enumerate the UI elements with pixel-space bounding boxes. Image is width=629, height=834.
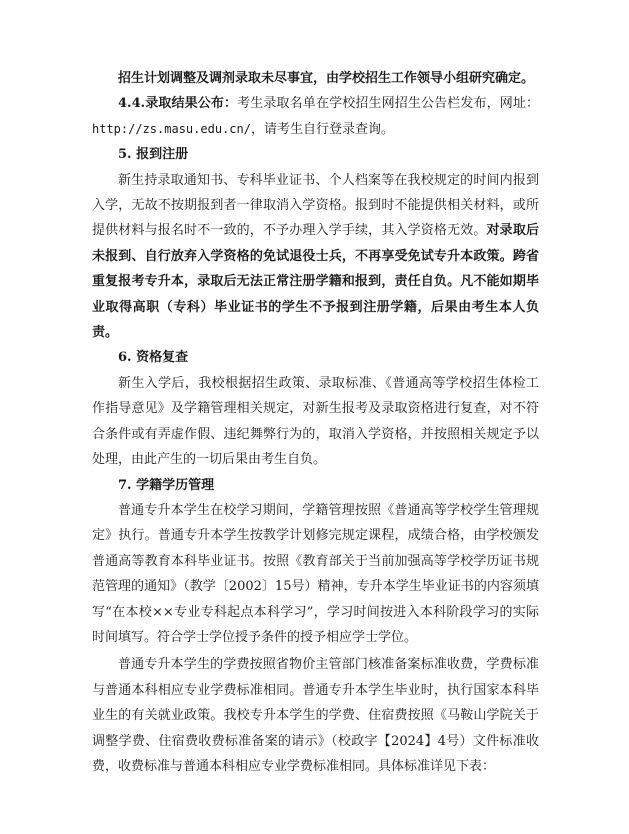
document-body: [92, 66, 539, 779]
section-7-heading: 7. 学籍学历管理: [118, 477, 215, 493]
section-5-body: [92, 168, 539, 346]
section-4-4-label: 4.4.录取结果公布：: [118, 96, 238, 112]
section-5-heading: 5. 报到注册: [118, 147, 189, 163]
section-6-heading: 6. 资格复查: [118, 350, 189, 366]
section-5-normal-text: 新生持录取通知书、专科毕业证书、个人档案等在我校规定的时间内报到入学，无故不按期报到者一律取消入学资格。报到时不能提供相关材料，或所提供材料与报名时不一致的，不予办理入学手续，其入学资格无效。: [92, 172, 539, 239]
section-4-4: [92, 91, 539, 142]
admission-url: http://zs.masu.edu.cn/: [92, 121, 251, 136]
section-4-4-text: 考生录取名单在学校招生网招生公告栏发布，网址：: [237, 96, 539, 112]
section-7-paragraph-2: 普通专升本学生的学费按照省物价主管部门核准备案标准收费，学费标准与普通本科相应专业学费标准相同。普通专升本学生毕业时，执行国家本科毕业生的有关就业政策。我校专升本学生的学费、住宿费按照《马鞍山学院关于调整学费、住宿费收费标准备案的请示》（校政字【2024】4号）文件标准收费，收费标准与普通本科相应专业学费标准相同。具体标准详见下表：: [92, 657, 539, 774]
admission-note: 招生计划调整及调剂录取未尽事宜，由学校招生工作领导小组研究确定。: [118, 71, 535, 86]
section-4-4-tail: ，请考生自行登录查询。: [250, 121, 394, 137]
section-6-body: 新生入学后，我校根据招生政策、录取标准、《普通高等学校招生体检工作指导意见》及学籍管理相关规定，对新生报考及录取资格进行复查，对不符合条件或有弄虚作假、违纪舞弊行为的，取消入学资格，并按照相关规定予以处理，由此产生的一切后果由考生自负。: [92, 375, 539, 468]
section-5-bold-text: 对录取后未报到、自行放弃入学资格的免试退役士兵，不再享受免试专升本政策。跨省重复报考专升本，录取后无法正常注册学籍和报到，责任自负。凡不能如期毕业取得高职（专科）毕业证书的学生不予报到注册学籍，后果由考生本人负责。: [92, 223, 539, 341]
section-7-paragraph-1: 普通专升本学生在校学习期间，学籍管理按照《普通高等学校学生管理规定》执行。普通专升本学生按教学计划修完规定课程，成绩合格，由学校颁发普通高等教育本科毕业证书。按照《教育部关于当前加强高等学校学历证书规范管理的通知》（教学〔2002〕15号）精神，专升本学生毕业证书的内容须填写“在本校××专业专科起点本科学习”，学习时间按进入本科阶段学习的实际时间填写。符合学士学位授予条件的授予相应学士学位。: [92, 502, 539, 645]
